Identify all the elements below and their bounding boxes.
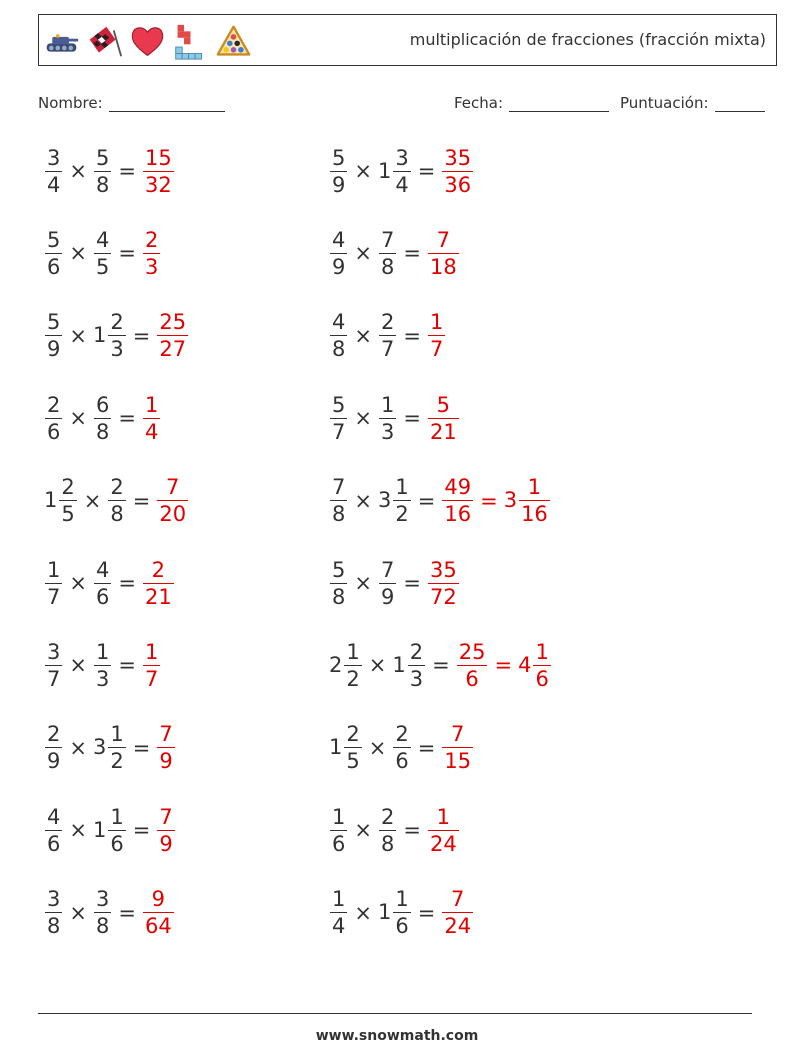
numerator: 1 bbox=[332, 887, 346, 912]
fraction bbox=[393, 145, 410, 198]
problem-item bbox=[44, 800, 176, 860]
denominator: 6 bbox=[95, 584, 110, 609]
fraction bbox=[442, 721, 473, 774]
equals-sign: = bbox=[417, 159, 436, 183]
numerator: 1 bbox=[144, 392, 159, 417]
fraction bbox=[442, 145, 473, 198]
numerator: 25 bbox=[458, 639, 486, 664]
fraction bbox=[330, 145, 347, 198]
fraction bbox=[428, 227, 459, 280]
fraction bbox=[379, 557, 396, 610]
fraction bbox=[94, 886, 111, 939]
answer bbox=[441, 721, 474, 774]
denominator: 32 bbox=[144, 172, 172, 197]
numerator: 1 bbox=[95, 639, 110, 664]
denominator: 9 bbox=[332, 254, 346, 279]
date-field bbox=[454, 94, 609, 112]
multiply-sign: × bbox=[354, 900, 372, 925]
multiply-sign: × bbox=[354, 818, 372, 843]
equals-sign: = bbox=[417, 735, 436, 760]
denominator: 8 bbox=[110, 502, 124, 527]
multiply-sign: × bbox=[69, 571, 87, 595]
denominator: 6 bbox=[535, 666, 549, 691]
fraction bbox=[45, 557, 62, 610]
denominator: 15 bbox=[444, 749, 472, 774]
whole-number: 1 bbox=[392, 652, 406, 677]
numerator: 5 bbox=[47, 310, 61, 335]
problem-item bbox=[329, 471, 551, 531]
denominator: 6 bbox=[110, 831, 124, 856]
fraction bbox=[442, 886, 473, 939]
equals-sign: = bbox=[132, 488, 151, 513]
fraction bbox=[428, 309, 445, 362]
numerator: 4 bbox=[332, 310, 346, 335]
equals-sign: = bbox=[432, 653, 450, 678]
fraction bbox=[344, 721, 361, 774]
numerator: 1 bbox=[395, 475, 409, 500]
equals-sign: = bbox=[403, 241, 421, 266]
numerator: 15 bbox=[144, 145, 172, 170]
numerator: 1 bbox=[144, 639, 159, 664]
equals-sign: = bbox=[480, 488, 498, 513]
problem-item bbox=[329, 223, 460, 283]
answer bbox=[427, 309, 446, 362]
fraction bbox=[94, 227, 111, 280]
problem-item bbox=[44, 223, 161, 283]
fraction bbox=[330, 804, 347, 857]
denominator: 8 bbox=[47, 914, 61, 939]
answer bbox=[142, 886, 175, 939]
numerator: 2 bbox=[61, 475, 75, 500]
fraction bbox=[143, 557, 174, 610]
date-label: Fecha: bbox=[454, 94, 504, 112]
multiply-sign: × bbox=[368, 735, 387, 760]
equals-sign: = bbox=[132, 735, 151, 760]
fraction bbox=[457, 639, 488, 692]
whole-number: 1 bbox=[44, 488, 58, 513]
numerator: 2 bbox=[395, 722, 409, 747]
fraction bbox=[393, 474, 410, 527]
fraction bbox=[143, 639, 160, 692]
fraction bbox=[108, 804, 125, 857]
answer bbox=[427, 227, 460, 280]
denominator: 8 bbox=[95, 419, 110, 444]
equals-sign: = bbox=[118, 900, 136, 925]
denominator: 4 bbox=[395, 172, 409, 197]
multiply-sign: × bbox=[69, 323, 87, 348]
fraction bbox=[45, 804, 62, 857]
multiply-sign: × bbox=[354, 323, 372, 348]
answer bbox=[441, 145, 474, 198]
denominator: 7 bbox=[144, 666, 159, 691]
denominator: 9 bbox=[332, 172, 346, 197]
problem-item bbox=[44, 306, 189, 366]
answer bbox=[156, 309, 189, 362]
whole-number: 2 bbox=[329, 652, 343, 677]
whole-number: 3 bbox=[92, 735, 107, 760]
numerator: 7 bbox=[332, 475, 346, 500]
numerator: 2 bbox=[110, 475, 124, 500]
denominator: 9 bbox=[47, 337, 61, 362]
answer bbox=[142, 145, 175, 198]
problem-item bbox=[44, 718, 176, 778]
denominator: 3 bbox=[144, 254, 159, 279]
numerator: 2 bbox=[144, 227, 159, 252]
answer bbox=[156, 474, 189, 527]
multiply-sign: × bbox=[69, 818, 87, 843]
billiard-rack-icon bbox=[215, 23, 252, 60]
problem-item bbox=[329, 306, 446, 366]
denominator: 5 bbox=[346, 749, 360, 774]
answer bbox=[456, 639, 552, 692]
denominator: 36 bbox=[444, 172, 472, 197]
whole-number: 1 bbox=[377, 158, 392, 183]
multiply-sign: × bbox=[69, 735, 87, 760]
denominator: 4 bbox=[47, 172, 61, 197]
denominator: 16 bbox=[444, 502, 472, 527]
score-field bbox=[620, 94, 765, 112]
fraction bbox=[379, 804, 396, 857]
fraction bbox=[533, 639, 550, 692]
name-blank bbox=[109, 96, 225, 112]
fraction bbox=[143, 392, 160, 445]
equals-sign: = bbox=[118, 406, 136, 431]
numerator: 1 bbox=[346, 639, 360, 664]
problem-item bbox=[44, 388, 161, 448]
answer bbox=[156, 804, 175, 857]
worksheet-header bbox=[38, 14, 777, 66]
fraction bbox=[157, 309, 188, 362]
numerator: 7 bbox=[451, 722, 465, 747]
numerator: 1 bbox=[429, 310, 444, 335]
numerator: 7 bbox=[451, 887, 465, 912]
denominator: 8 bbox=[332, 584, 346, 609]
fraction bbox=[94, 145, 111, 198]
whole-number: 3 bbox=[503, 488, 518, 513]
numerator: 2 bbox=[110, 310, 124, 335]
denominator: 8 bbox=[380, 254, 395, 279]
multiply-sign: × bbox=[368, 653, 387, 678]
denominator: 72 bbox=[429, 584, 457, 609]
fraction bbox=[379, 392, 396, 445]
denominator: 6 bbox=[395, 914, 409, 939]
fraction bbox=[45, 639, 62, 692]
numerator: 3 bbox=[47, 145, 61, 170]
equals-sign: = bbox=[403, 571, 421, 595]
equals-sign: = bbox=[118, 159, 136, 183]
numerator: 1 bbox=[332, 804, 346, 829]
numerator: 2 bbox=[380, 804, 395, 829]
whole-number: 4 bbox=[518, 652, 532, 677]
answer bbox=[142, 639, 161, 692]
numerator: 1 bbox=[110, 722, 124, 747]
fraction bbox=[157, 721, 174, 774]
numerator: 5 bbox=[436, 392, 451, 417]
equals-sign: = bbox=[403, 406, 421, 431]
fraction bbox=[344, 639, 361, 692]
denominator: 21 bbox=[144, 584, 172, 609]
denominator: 5 bbox=[95, 254, 110, 279]
fraction bbox=[45, 392, 62, 445]
answer bbox=[142, 227, 161, 280]
fraction bbox=[143, 886, 174, 939]
whole-number: 3 bbox=[377, 488, 392, 513]
equals-sign: = bbox=[417, 900, 436, 925]
denominator: 3 bbox=[380, 419, 395, 444]
denominator: 3 bbox=[95, 666, 110, 691]
tetris-blocks-icon bbox=[172, 23, 209, 60]
numerator: 7 bbox=[166, 475, 180, 500]
numerator: 2 bbox=[47, 392, 61, 417]
multiply-sign: × bbox=[354, 406, 372, 431]
numerator: 7 bbox=[436, 227, 451, 252]
denominator: 6 bbox=[47, 254, 61, 279]
numerator: 7 bbox=[380, 227, 395, 252]
denominator: 9 bbox=[380, 584, 395, 609]
denominator: 7 bbox=[380, 337, 395, 362]
denominator: 8 bbox=[380, 831, 395, 856]
multiply-sign: × bbox=[83, 488, 102, 513]
score-blank bbox=[715, 96, 765, 112]
problem-item bbox=[44, 141, 175, 201]
numerator: 9 bbox=[151, 887, 166, 912]
denominator: 3 bbox=[409, 666, 424, 691]
problem-item bbox=[44, 471, 189, 531]
numerator: 4 bbox=[47, 804, 61, 829]
fraction bbox=[428, 392, 459, 445]
fraction bbox=[108, 309, 125, 362]
denominator: 24 bbox=[429, 831, 457, 856]
fraction bbox=[45, 886, 62, 939]
numerator: 35 bbox=[444, 145, 472, 170]
numerator: 35 bbox=[429, 557, 457, 582]
numerator: 3 bbox=[395, 145, 409, 170]
denominator: 7 bbox=[429, 337, 444, 362]
fraction bbox=[59, 474, 76, 527]
denominator: 2 bbox=[346, 666, 360, 691]
denominator: 2 bbox=[110, 749, 124, 774]
numerator: 5 bbox=[332, 145, 346, 170]
numerator: 5 bbox=[47, 227, 61, 252]
denominator: 20 bbox=[159, 502, 187, 527]
multiply-sign: × bbox=[69, 653, 87, 678]
tank-icon bbox=[43, 23, 80, 60]
numerator: 2 bbox=[380, 310, 395, 335]
fraction bbox=[379, 227, 396, 280]
numerator: 25 bbox=[159, 310, 187, 335]
denominator: 24 bbox=[444, 914, 472, 939]
answer bbox=[441, 886, 474, 939]
problem-item bbox=[329, 800, 460, 860]
multiply-sign: × bbox=[354, 571, 372, 595]
numerator: 1 bbox=[436, 804, 451, 829]
denominator: 4 bbox=[144, 419, 159, 444]
numerator: 5 bbox=[332, 392, 346, 417]
fraction bbox=[379, 309, 396, 362]
worksheet-title: multiplicación de fracciones (fracción mixta) bbox=[409, 30, 766, 49]
fraction bbox=[157, 474, 188, 527]
answer bbox=[156, 721, 175, 774]
denominator: 16 bbox=[521, 502, 548, 527]
problem-item bbox=[329, 141, 474, 201]
fraction bbox=[330, 886, 347, 939]
numerator: 3 bbox=[95, 887, 110, 912]
whole-number: 1 bbox=[329, 735, 343, 760]
numerator: 4 bbox=[95, 227, 110, 252]
denominator: 7 bbox=[47, 666, 61, 691]
fraction bbox=[157, 804, 174, 857]
denominator: 5 bbox=[61, 502, 75, 527]
problem-item bbox=[329, 718, 474, 778]
numerator: 1 bbox=[527, 475, 542, 500]
problem-item bbox=[44, 635, 161, 695]
multiply-sign: × bbox=[354, 488, 372, 513]
multiply-sign: × bbox=[69, 241, 87, 266]
answer bbox=[427, 804, 460, 857]
fraction bbox=[108, 721, 125, 774]
date-blank bbox=[509, 96, 609, 112]
footer-divider bbox=[38, 1013, 752, 1014]
numerator: 1 bbox=[395, 887, 409, 912]
fraction bbox=[428, 804, 459, 857]
whole-number: 1 bbox=[92, 817, 107, 842]
checkered-flag-icon bbox=[86, 23, 123, 60]
answer bbox=[427, 557, 460, 610]
multiply-sign: × bbox=[69, 900, 87, 925]
numerator: 49 bbox=[444, 475, 472, 500]
numerator: 2 bbox=[47, 722, 61, 747]
equals-sign: = bbox=[132, 323, 151, 348]
problem-item bbox=[44, 883, 175, 943]
problem-item bbox=[329, 388, 460, 448]
answer bbox=[441, 474, 550, 527]
answer bbox=[427, 392, 460, 445]
header-icons bbox=[43, 21, 252, 61]
fraction bbox=[94, 392, 111, 445]
fraction bbox=[143, 227, 160, 280]
fraction bbox=[330, 474, 347, 527]
equals-sign: = bbox=[118, 241, 136, 266]
numerator: 2 bbox=[151, 557, 166, 582]
answer bbox=[142, 392, 161, 445]
numerator: 3 bbox=[47, 639, 61, 664]
denominator: 6 bbox=[465, 666, 479, 691]
problem-item bbox=[329, 635, 552, 695]
score-label: Puntuación: bbox=[620, 94, 709, 112]
fraction bbox=[330, 309, 347, 362]
fraction bbox=[94, 557, 111, 610]
numerator: 1 bbox=[535, 639, 549, 664]
denominator: 8 bbox=[332, 337, 346, 362]
multiply-sign: × bbox=[69, 406, 87, 431]
numerator: 3 bbox=[47, 887, 61, 912]
multiply-sign: × bbox=[354, 241, 372, 266]
fraction bbox=[94, 639, 111, 692]
fraction bbox=[519, 474, 550, 527]
numerator: 4 bbox=[95, 557, 110, 582]
fraction bbox=[330, 392, 347, 445]
fraction bbox=[45, 227, 62, 280]
fraction bbox=[45, 309, 62, 362]
denominator: 64 bbox=[144, 914, 172, 939]
denominator: 7 bbox=[332, 419, 346, 444]
problem-item bbox=[329, 883, 474, 943]
problem-item bbox=[44, 553, 175, 613]
multiply-sign: × bbox=[69, 159, 87, 183]
denominator: 2 bbox=[395, 502, 409, 527]
multiply-sign: × bbox=[354, 159, 372, 183]
denominator: 4 bbox=[332, 914, 346, 939]
denominator: 9 bbox=[47, 749, 61, 774]
numerator: 5 bbox=[95, 145, 110, 170]
fraction bbox=[330, 227, 347, 280]
denominator: 9 bbox=[159, 831, 173, 856]
denominator: 8 bbox=[95, 914, 110, 939]
numerator: 2 bbox=[409, 639, 424, 664]
denominator: 8 bbox=[332, 502, 346, 527]
denominator: 6 bbox=[395, 749, 409, 774]
equals-sign: = bbox=[118, 653, 136, 678]
fraction bbox=[393, 721, 410, 774]
denominator: 18 bbox=[429, 254, 457, 279]
fraction bbox=[442, 474, 473, 527]
whole-number: 1 bbox=[377, 900, 392, 925]
fraction bbox=[428, 557, 459, 610]
numerator: 1 bbox=[110, 804, 124, 829]
denominator: 8 bbox=[95, 172, 110, 197]
denominator: 6 bbox=[332, 831, 346, 856]
numerator: 1 bbox=[47, 557, 61, 582]
answer bbox=[142, 557, 175, 610]
fraction bbox=[108, 474, 125, 527]
heart-icon bbox=[129, 23, 166, 60]
equals-sign: = bbox=[118, 571, 136, 595]
fraction bbox=[45, 721, 62, 774]
denominator: 21 bbox=[429, 419, 457, 444]
numerator: 5 bbox=[332, 557, 346, 582]
numerator: 7 bbox=[159, 804, 173, 829]
denominator: 3 bbox=[110, 337, 124, 362]
equals-sign: = bbox=[494, 653, 513, 678]
fraction bbox=[408, 639, 425, 692]
whole-number: 1 bbox=[92, 323, 107, 348]
name-field bbox=[38, 94, 225, 112]
fraction bbox=[330, 557, 347, 610]
denominator: 9 bbox=[159, 749, 173, 774]
equals-sign: = bbox=[403, 323, 421, 348]
numerator: 7 bbox=[380, 557, 395, 582]
denominator: 6 bbox=[47, 831, 61, 856]
fraction bbox=[143, 145, 174, 198]
denominator: 27 bbox=[159, 337, 187, 362]
numerator: 1 bbox=[380, 392, 395, 417]
denominator: 6 bbox=[47, 419, 61, 444]
equals-sign: = bbox=[417, 488, 436, 513]
name-label: Nombre: bbox=[38, 94, 103, 112]
problem-item bbox=[329, 553, 460, 613]
fraction bbox=[45, 145, 62, 198]
fraction bbox=[393, 886, 410, 939]
numerator: 4 bbox=[332, 227, 346, 252]
equals-sign: = bbox=[403, 818, 421, 843]
equals-sign: = bbox=[132, 818, 151, 843]
numerator: 2 bbox=[346, 722, 360, 747]
numerator: 7 bbox=[159, 722, 173, 747]
numerator: 6 bbox=[95, 392, 110, 417]
footer-url: www.snowmath.com bbox=[315, 1028, 479, 1044]
denominator: 7 bbox=[47, 584, 61, 609]
